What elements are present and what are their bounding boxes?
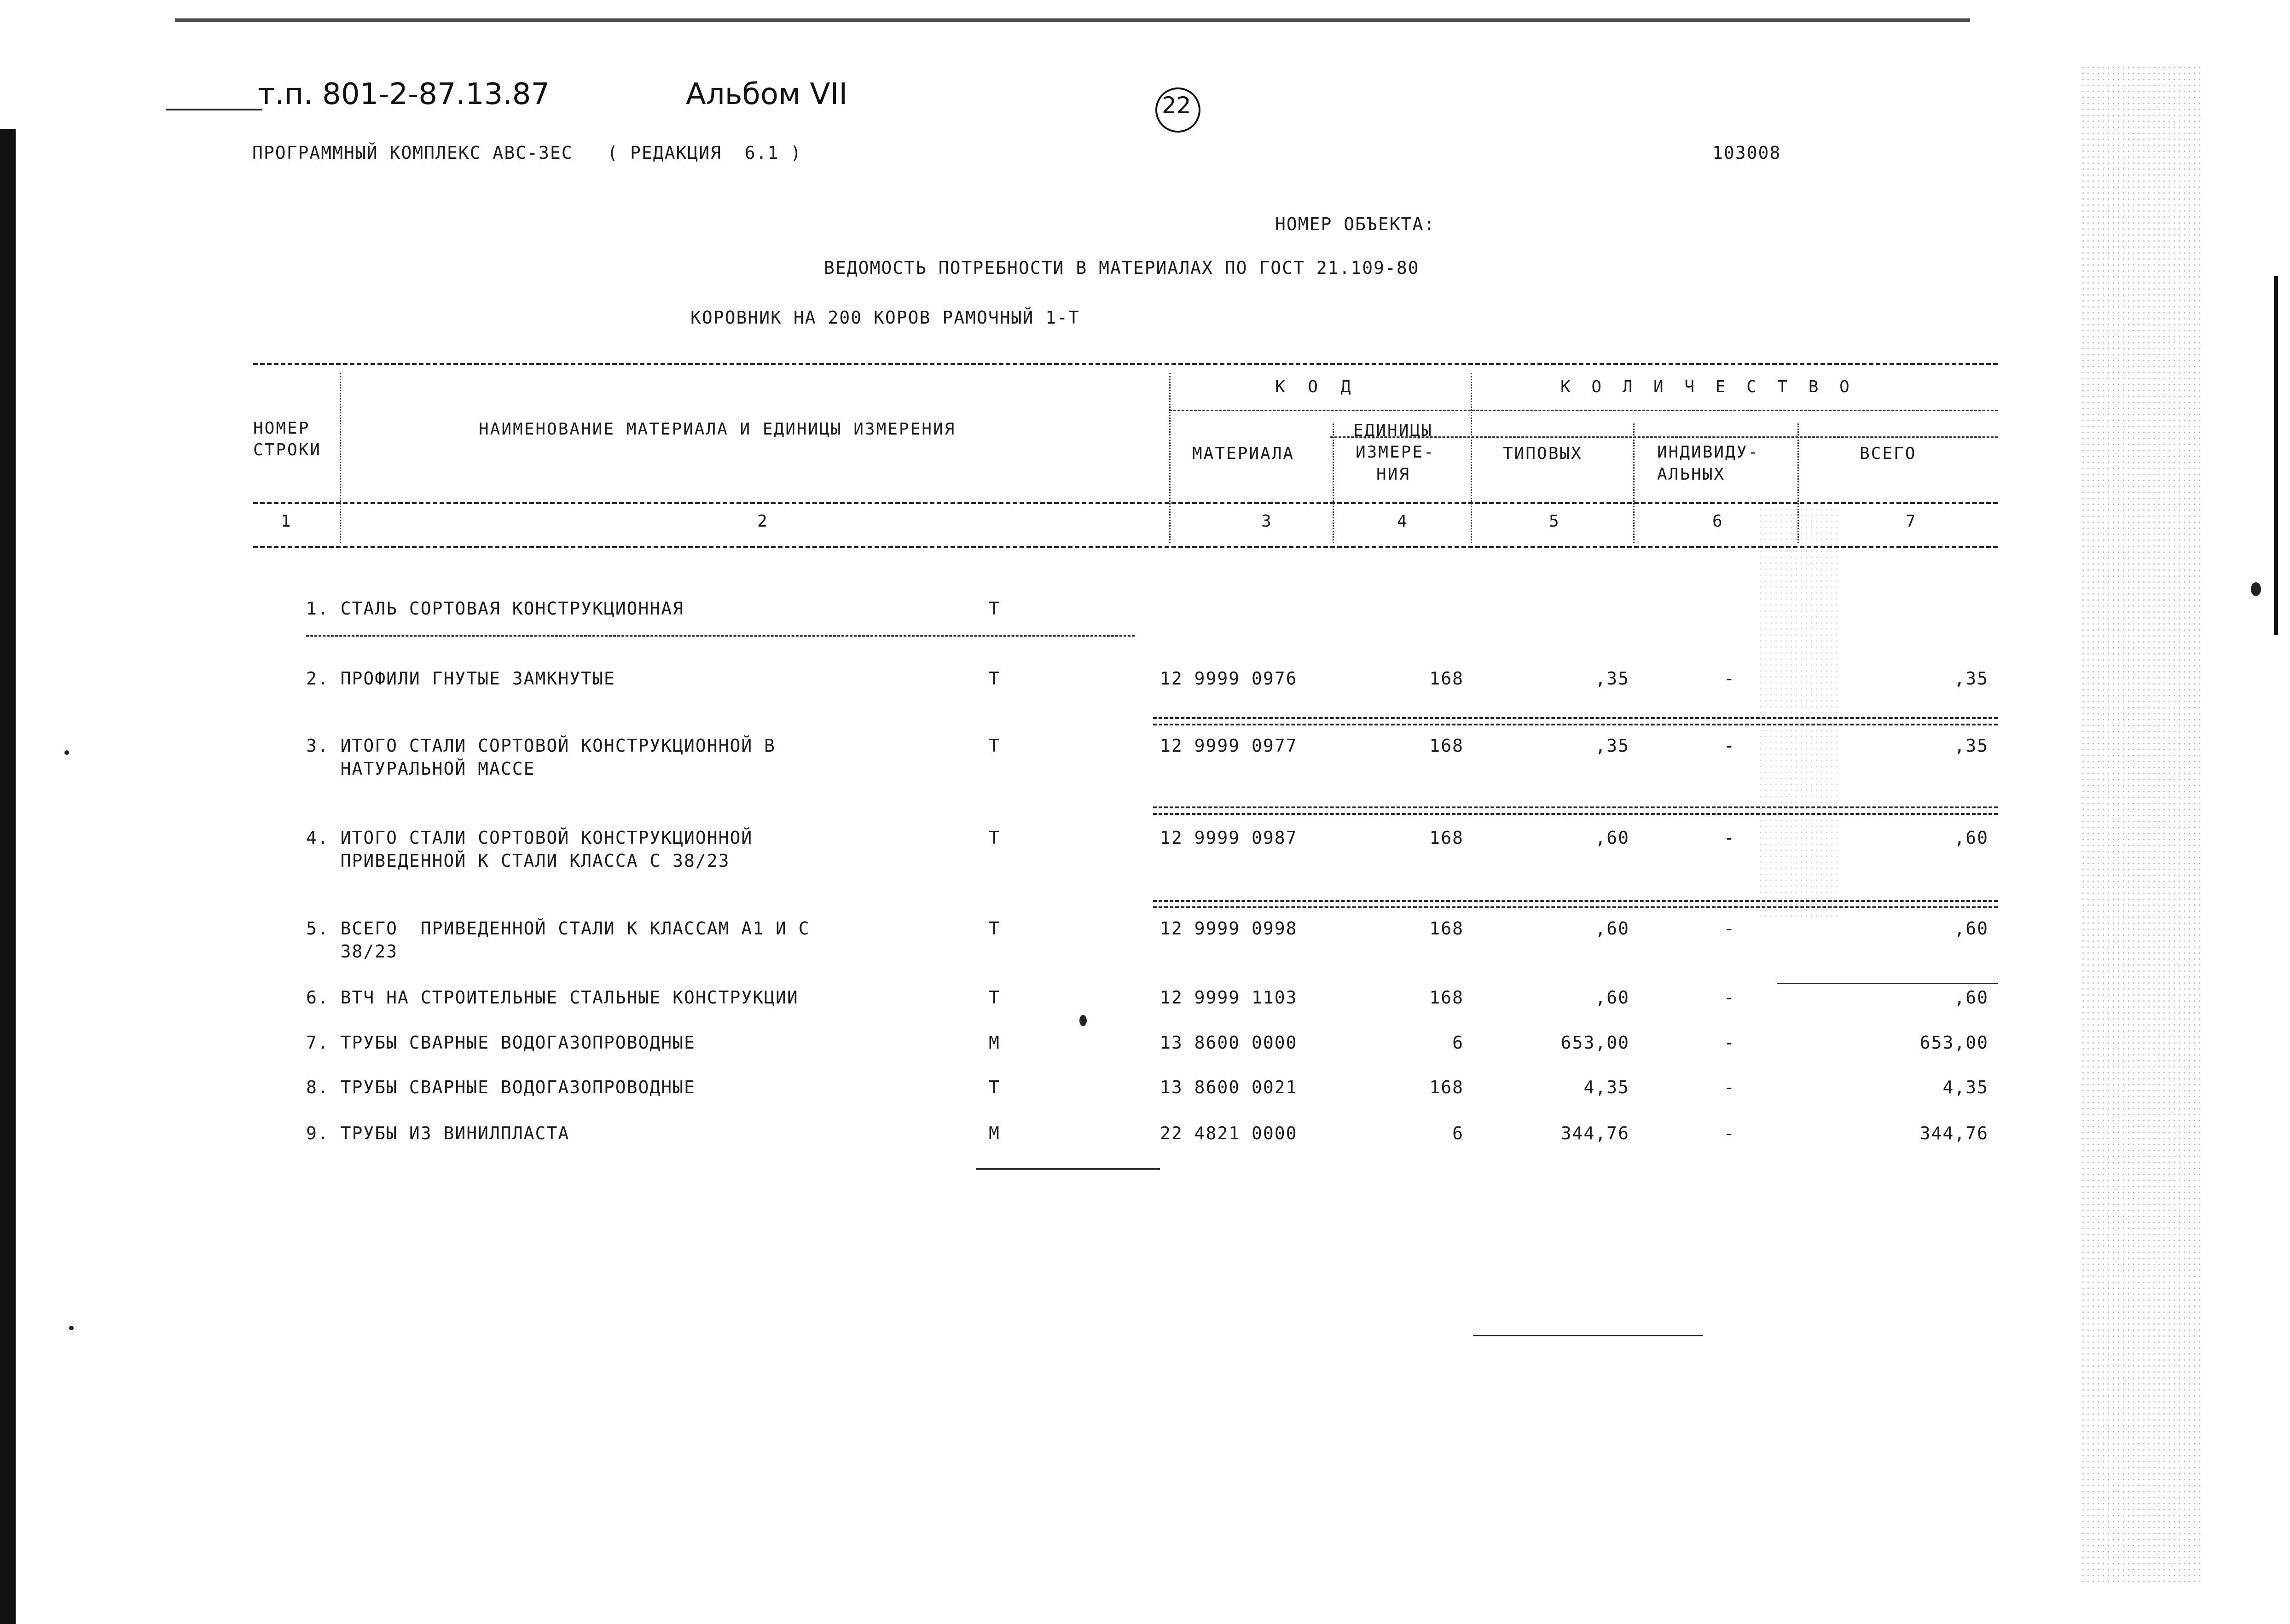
scan-left-edge: [0, 129, 16, 1624]
scan-speck: [64, 750, 69, 755]
row-typical: 4,35: [1583, 1077, 1629, 1097]
scan-noise-mid: [1758, 506, 1841, 921]
row-unit: М: [989, 1123, 1000, 1143]
header-individual-1: ИНДИВИДУ-: [1657, 443, 1760, 462]
row-material-code: 12 9999 1103: [1160, 987, 1298, 1008]
col-number-2: 2: [757, 512, 769, 531]
col-number-rule: [253, 546, 1998, 548]
row-unit: Т: [989, 918, 1000, 939]
row-individual: -: [1724, 828, 1735, 848]
row-total: ,35: [1954, 736, 1989, 756]
row-unit-code: 168: [1429, 918, 1464, 939]
row-name: 2. ПРОФИЛИ ГНУТЫЕ ЗАМКНУТЫЕ: [306, 668, 615, 689]
scan-top-edge: [175, 18, 1970, 22]
row-individual: -: [1724, 1077, 1735, 1097]
col-number-6: 6: [1712, 512, 1724, 531]
row-total: ,35: [1954, 668, 1989, 689]
col-number-7: 7: [1906, 512, 1917, 531]
row-name-cont: НАТУРАЛЬНОЙ МАССЕ: [306, 759, 535, 779]
col-divider: [1633, 423, 1635, 543]
col-number-1: 1: [281, 512, 292, 531]
row-unit-code: 168: [1429, 736, 1464, 756]
scan-right-edge-stroke: [2274, 276, 2278, 635]
row-unit: Т: [989, 736, 1000, 756]
object-number-label: НОМЕР ОБЪЕКТА:: [1275, 214, 1436, 234]
row-unit-code: 168: [1429, 668, 1464, 689]
row-typical: ,35: [1595, 736, 1629, 756]
row-name-cont: 38/23: [306, 941, 398, 962]
header-total: ВСЕГО: [1860, 444, 1917, 463]
row-name: 7. ТРУБЫ СВАРНЫЕ ВОДОГАЗОПРОВОДНЫЕ: [306, 1032, 696, 1053]
row-typical: ,35: [1595, 668, 1629, 689]
col-number-4: 4: [1397, 512, 1409, 531]
row-total: ,60: [1954, 987, 1989, 1008]
row-material-code: 12 9999 0998: [1160, 918, 1298, 939]
row-total: 344,76: [1919, 1123, 1989, 1143]
header-code-group: К О Д: [1275, 377, 1357, 396]
header-name: НАИМЕНОВАНИЕ МАТЕРИАЛА И ЕДИНИЦЫ ИЗМЕРЕНИЯ: [479, 420, 956, 439]
row-material-code: 13 8600 0021: [1160, 1077, 1298, 1097]
row-unit: Т: [989, 828, 1000, 848]
row-unit: Т: [989, 1077, 1000, 1097]
row-total: ,60: [1954, 918, 1989, 939]
col-number-3: 3: [1261, 512, 1273, 531]
row-name: 5. ВСЕГО ПРИВЕДЕННОЙ СТАЛИ К КЛАССАМ А1 И С: [306, 918, 810, 939]
header-row-no-2: СТРОКИ: [253, 441, 322, 459]
header-row-no-1: НОМЕР: [253, 419, 310, 438]
code-group-rule: [1169, 410, 1998, 411]
col-number-5: 5: [1549, 512, 1560, 531]
header-typical: ТИПОВЫХ: [1503, 444, 1583, 463]
header-qty-group: К О Л И Ч Е С Т В О: [1560, 377, 1855, 396]
row-material-code: 22 4821 0000: [1160, 1123, 1298, 1143]
page-number: 22: [1162, 92, 1191, 119]
statement-title: ВЕДОМОСТЬ ПОТРЕБНОСТИ В МАТЕРИАЛАХ ПО ГОСТ 21.109-80: [824, 258, 1420, 278]
col-divider: [1333, 423, 1334, 543]
program-line: ПРОГРАММНЫЙ КОМПЛЕКС АВС-3ЕС ( РЕДАКЦИЯ 6.1 ): [252, 143, 802, 163]
col-divider: [1471, 373, 1472, 543]
row-individual: -: [1724, 918, 1735, 939]
row-material-code: 12 9999 0976: [1160, 668, 1298, 689]
row-unit-code: 168: [1429, 828, 1464, 848]
scan-speck: [2251, 582, 2261, 596]
row-material-code: 12 9999 0987: [1160, 828, 1298, 848]
row-name: 6. ВТЧ НА СТРОИТЕЛЬНЫЕ СТАЛЬНЫЕ КОНСТРУКЦИИ: [306, 987, 799, 1008]
double-separator: [1153, 900, 1998, 908]
header-bottom-rule: [253, 502, 1998, 504]
building-title: КОРОВНИК НА 200 КОРОВ РАМОЧНЫЙ 1-Т: [690, 307, 1080, 328]
handwritten-underline: [166, 109, 262, 110]
row-individual: -: [1724, 736, 1735, 756]
row-name-cont: ПРИВЕДЕННОЙ К СТАЛИ КЛАССА С 38/23: [306, 851, 730, 871]
row-unit: Т: [989, 987, 1000, 1008]
row-typical: ,60: [1595, 918, 1629, 939]
row-name: 9. ТРУБЫ ИЗ ВИНИЛПЛАСТА: [306, 1123, 570, 1143]
album-label: Альбом VII: [686, 77, 848, 111]
row-typical: ,60: [1595, 828, 1629, 848]
row-unit-code: 6: [1452, 1123, 1464, 1143]
header-material: МАТЕРИАЛА: [1192, 444, 1295, 463]
row-typical: 344,76: [1560, 1123, 1629, 1143]
row-name: 3. ИТОГО СТАЛИ СОРТОВОЙ КОНСТРУКЦИОННОЙ В: [306, 736, 776, 756]
col-divider: [340, 373, 341, 543]
row-material-code: 12 9999 0977: [1160, 736, 1298, 756]
row-unit: Т: [989, 668, 1000, 689]
row-name: 1. СТАЛЬ СОРТОВАЯ КОНСТРУКЦИОННАЯ: [306, 598, 684, 619]
header-unit-2: ИЗМЕРЕ-: [1356, 443, 1435, 462]
scan-noise-right: [2081, 64, 2200, 1583]
row-typical: 653,00: [1560, 1032, 1629, 1053]
stray-line: [1473, 1335, 1703, 1336]
table-top-rule: [253, 363, 1998, 365]
row-total: 4,35: [1942, 1077, 1989, 1097]
header-unit-1: ЕДИНИЦЫ: [1353, 421, 1433, 440]
col-divider: [1169, 373, 1171, 543]
row-unit-code: 6: [1452, 1032, 1464, 1053]
double-separator: [1153, 717, 1998, 725]
header-unit-3: НИЯ: [1376, 465, 1411, 484]
row-total: ,60: [1954, 828, 1989, 848]
row-total: 653,00: [1919, 1032, 1989, 1053]
row-individual: -: [1724, 1123, 1735, 1143]
row-unit-code: 168: [1429, 1077, 1464, 1097]
row-typical: ,60: [1595, 987, 1629, 1008]
scan-speck: [1079, 1015, 1087, 1026]
table-end-line: [976, 1168, 1160, 1170]
double-separator: [1153, 806, 1998, 815]
row-name: 4. ИТОГО СТАЛИ СОРТОВОЙ КОНСТРУКЦИОННОЙ: [306, 828, 753, 848]
scan-speck: [69, 1326, 74, 1330]
project-number: т.п. 801-2-87.13.87: [258, 77, 550, 111]
row-name: 8. ТРУБЫ СВАРНЫЕ ВОДОГАЗОПРОВОДНЫЕ: [306, 1077, 696, 1097]
header-individual-2: АЛЬНЫХ: [1657, 465, 1726, 484]
row-material-code: 13 8600 0000: [1160, 1032, 1298, 1053]
row-individual: -: [1724, 668, 1735, 689]
row-unit: Т: [989, 598, 1000, 619]
row-separator: [306, 635, 1135, 637]
row-individual: -: [1724, 987, 1735, 1008]
row-unit-code: 168: [1429, 987, 1464, 1008]
row-unit: М: [989, 1032, 1000, 1053]
col-divider: [1797, 423, 1799, 543]
row-individual: -: [1724, 1032, 1735, 1053]
total-underline: [1777, 983, 1998, 984]
document-code: 103008: [1712, 143, 1781, 163]
